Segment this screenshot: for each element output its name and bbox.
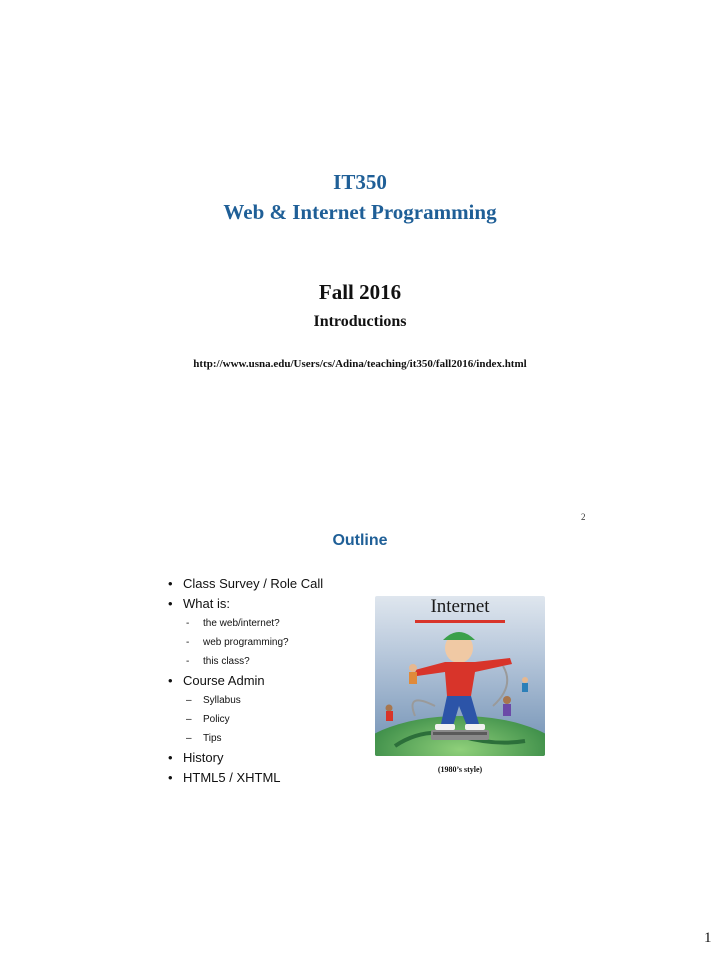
item-label: What is:: [183, 596, 230, 611]
cover-title: Internet: [430, 596, 490, 617]
item-label: Class Survey / Role Call: [183, 576, 324, 591]
item-label: Policy: [203, 714, 230, 725]
item-label: History: [183, 750, 224, 765]
list-item: [168, 574, 323, 594]
sub-list-item: [168, 633, 323, 652]
list-item: [168, 594, 323, 614]
list-item: [168, 748, 323, 768]
dash: -: [186, 618, 190, 629]
course-code: IT350: [333, 170, 387, 194]
dash: -: [186, 656, 190, 667]
bullet: •: [168, 576, 173, 591]
item-label: this class?: [203, 656, 250, 667]
item-label: the web/internet?: [203, 618, 280, 629]
dash: –: [186, 695, 192, 706]
item-label: Tips: [203, 733, 222, 744]
image-caption: (1980’s style): [437, 765, 483, 774]
dash: -: [186, 637, 190, 648]
bullet: •: [168, 673, 173, 688]
sub-list-item: [168, 710, 323, 729]
bullet: •: [168, 750, 173, 765]
dash: –: [186, 714, 192, 725]
sub-list-item: [168, 614, 323, 633]
item-label: Syllabus: [203, 695, 241, 706]
cover-illustration: [375, 596, 545, 756]
list-item: [168, 768, 323, 788]
internet-book-cover-image: [375, 596, 545, 756]
list-item: [168, 671, 323, 691]
slide-subtitle: Introductions: [313, 313, 407, 330]
outline-title: Outline: [332, 532, 388, 549]
item-label: web programming?: [203, 637, 289, 648]
slide-number: 2: [581, 512, 586, 522]
item-label: HTML5 / XHTML: [183, 770, 281, 785]
bullet: •: [168, 596, 173, 611]
dash: –: [186, 733, 192, 744]
course-title: Web & Internet Programming: [223, 200, 497, 224]
sub-list-item: [168, 691, 323, 710]
semester: Fall 2016: [318, 280, 402, 304]
course-url: http://www.usna.edu/Users/cs/Adina/teaching/it350/fall2016/index.html: [193, 358, 527, 370]
item-label: Course Admin: [183, 673, 265, 688]
sub-list-item: [168, 729, 323, 748]
bullet: •: [168, 770, 173, 785]
outline-list: [168, 574, 323, 788]
page-number: 1: [704, 930, 712, 946]
sub-list-item: [168, 652, 323, 671]
